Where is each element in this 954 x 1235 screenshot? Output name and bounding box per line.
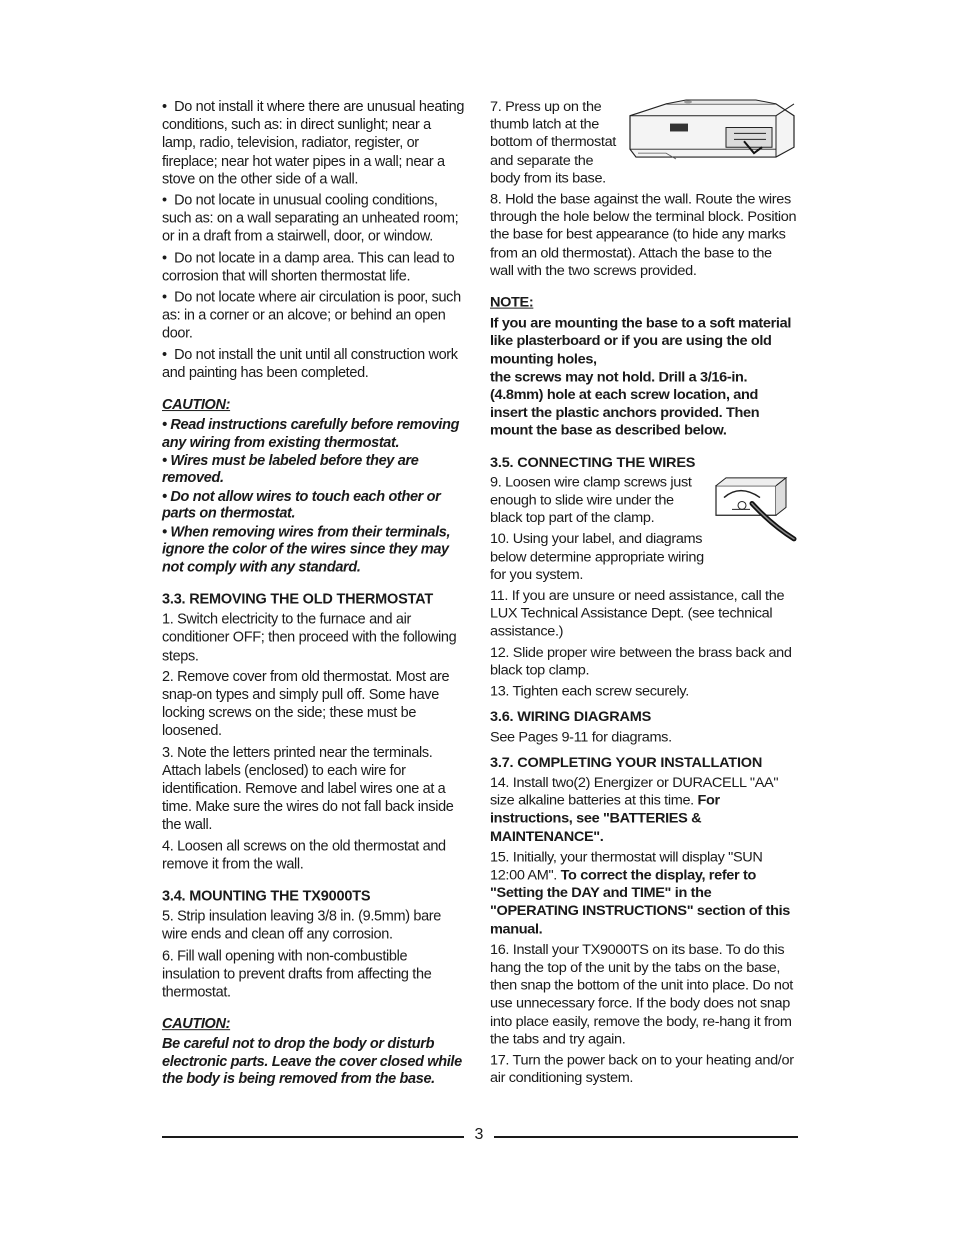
caution-item: • Do not allow wires to touch each other or parts on thermostat. (162, 488, 441, 522)
step-text (490, 849, 798, 939)
step-text: 5. Strip insulation leaving 3/8 in. (9.5mm) bare wire ends and clean off any corrosion. (162, 908, 441, 943)
footer-rule-right (494, 1136, 798, 1138)
step-text (490, 774, 798, 846)
bullet-item: • Do not install the unit until all construction work and painting has been completed. (162, 346, 468, 382)
section-heading-completing: 3.7. COMPLETING YOUR INSTALLATION (490, 755, 763, 771)
page-number: 3 (474, 1126, 484, 1143)
caution-item: • Read instructions carefully before removing any wiring from existing thermostat. (162, 417, 460, 451)
step-text: See Pages 9-11 for diagrams. (490, 729, 672, 746)
bullet-item: • Do not locate in unusual cooling conditions, such as: on a wall separating an unheated room; or in a draft from a stairwell, door, or window. (162, 192, 468, 246)
caution-heading: CAUTION: (162, 397, 231, 414)
section-heading-connecting: 3.5. CONNECTING THE WIRES (490, 454, 696, 471)
step-text: 2. Remove cover from old thermostat. Most are snap-on types and simply pull off. Some have locking screws on the side; these must be loosened. (162, 668, 450, 740)
section-heading-diagrams: 3.6. WIRING DIAGRAMS (490, 709, 652, 726)
step-text-bold: To correct the display, refer to "Setting the DAY and TIME" in the "OPERATING INSTRUCTIONS" section of this manual. (490, 867, 790, 937)
step-text: 3. Note the letters printed near the terminals. Attach labels (enclosed) to each wire for identification. Remove and label wires one at a time. Make sure the wires do not fall back inside the wall. (162, 744, 454, 834)
step-text-bold: For instructions, see "BATTERIES & MAINTENANCE". (490, 792, 720, 845)
left-column (162, 98, 468, 1090)
note-heading: NOTE: (490, 294, 534, 311)
step-text-plain: 14. Install two(2) Energizer or DURACELL "AA" size alkaline batteries at this time. (490, 774, 779, 809)
caution-text: Be careful not to drop the body or disturb electronic parts. Leave the cover closed while the body is being removed from the base. (162, 1036, 462, 1088)
step-text: 10. Using your label, and diagrams below determine appropriate wiring for you system. (490, 531, 704, 584)
note-text: the screws may not hold. Drill a 3/16-in. (4.8mm) hole at each screw location, and insert the plastic anchors provided. Then mount the base as described below. (490, 369, 760, 439)
caution-heading: CAUTION: (162, 1016, 231, 1033)
step-text: 1. Switch electricity to the furnace and air conditioner OFF; then proceed with the following steps. (162, 611, 457, 664)
footer-rule-left (162, 1136, 464, 1138)
bullet-item: • Do not install it where there are unusual heating conditions, such as: in direct sunlight; near a lamp, radio, television, radiator, register, or fireplace; near hot water pipes in a wall; near a stove on the other side of a wall. (162, 98, 468, 189)
step-text: 9. Loosen wire clamp screws just enough to slide wire under the black top part of the clamp. (490, 474, 692, 527)
step-text: 12. Slide proper wire between the brass back and black top clamp. (490, 644, 792, 679)
section-heading-mounting: 3.4. MOUNTING THE TX9000TS (162, 888, 371, 905)
step-text: 17. Turn the power back on to your heating and/or air conditioning system. (490, 1052, 794, 1087)
step-text: 16. Install your TX9000TS on its base. To do this hang the top of the unit by the tabs on the base, then snap the bottom of the unit into place. Do not use unnecessary force. If the body does not snap into place easily, remove the body, re-hang it from the tabs and try again. (490, 942, 793, 1048)
caution-item: • When removing wires from their terminals, ignore the color of the wires since they may not comply with any standard. (162, 524, 451, 576)
step-text: 13. Tighten each screw securely. (490, 683, 689, 700)
wire-clamp-illustration (710, 476, 798, 549)
step-text: 8. Hold the base against the wall. Route the wires through the hole below the terminal block. Position the base for best appearance (to hide any marks from an old thermostat). Attach the base to the wall with the two screws provided. (490, 191, 797, 279)
note-text: If you are mounting the base to a soft material like plasterboard or if you are using the old mounting holes, (490, 315, 791, 368)
step-text: 6. Fill wall opening with non-combustible insulation to prevent drafts from affecting the thermostat. (162, 947, 432, 1001)
caution-item: • Wires must be labeled before they are removed. (162, 452, 419, 487)
step-text: 7. Press up on the thumb latch at the bottom of thermostat and separate the body from its base. (490, 98, 616, 187)
thermostat-illustration (626, 98, 798, 161)
step-text: 4. Loosen all screws on the old thermostat and remove it from the wall. (162, 838, 446, 873)
step-text: 11. If you are unsure or need assistance, call the LUX Technical Assistance Dept. (see technical assistance.) (490, 588, 785, 640)
bullet-item: • Do not locate in a damp area. This can lead to corrosion that will shorten thermostat life. (162, 249, 468, 285)
step-text-plain: 15. Initially, your thermostat will display "SUN 12:00 AM". (490, 849, 763, 884)
section-heading-removing: 3.3. REMOVING THE OLD THERMOSTAT (162, 591, 433, 608)
right-column (490, 98, 798, 1090)
bullet-item: • Do not locate where air circulation is poor, such as: in a corner or an alcove; or behind an open door. (162, 288, 468, 342)
